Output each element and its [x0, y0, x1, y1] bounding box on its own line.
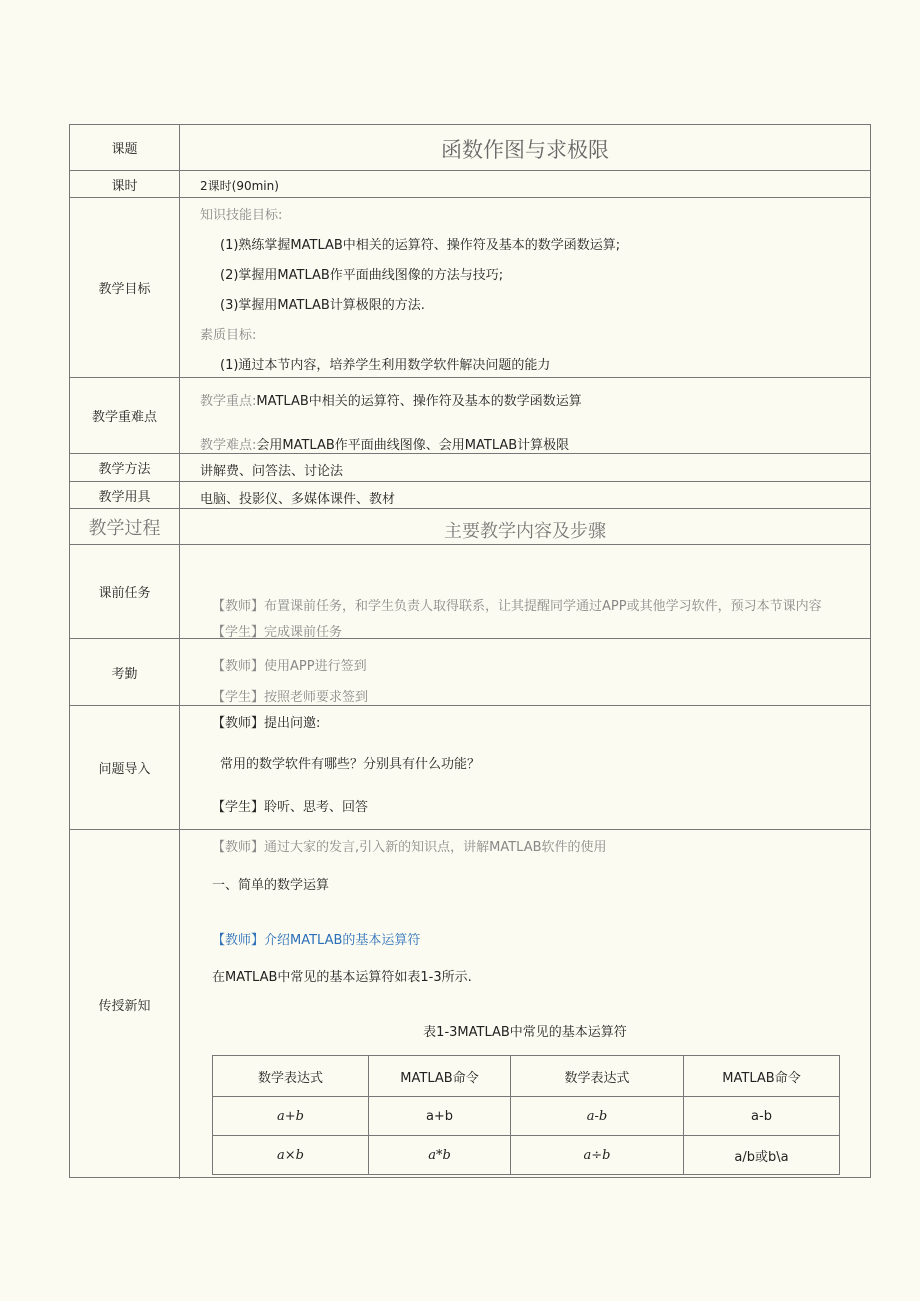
attendance-label: 考勤 — [70, 639, 180, 705]
pretask-teacher: 【教师】布置课前任务，和学生负责人取得联系，让其提醒同学通过APP或其他学习软件，预习本节课内容 — [212, 599, 822, 614]
newknow-row — [70, 830, 870, 1179]
newknow-label: 传授新知 — [70, 830, 180, 1179]
objectives-row — [70, 198, 870, 378]
header-cell: MATLAB命令 — [369, 1056, 511, 1097]
keypoints-row — [70, 378, 870, 454]
newknow-teacher-2: 【教师】介绍MATLAB的基本运算符 — [212, 933, 421, 948]
knowledge-head: 知识技能目标: — [200, 208, 283, 223]
difficult-point — [200, 434, 569, 453]
table-cell: a×b — [213, 1136, 369, 1175]
operator-table — [212, 1055, 840, 1175]
header-cell: 数学表达式 — [213, 1056, 369, 1097]
objectives-label: 教学目标 — [70, 198, 180, 377]
objective-item-1: (1)熟练掌握MATLAB中相关的运算符、操作符及基本的数学函数运算; — [220, 238, 621, 253]
methods-row — [70, 454, 870, 482]
table-cell: a-b — [511, 1097, 684, 1136]
quality-head: 素质目标: — [200, 328, 257, 343]
table-row — [213, 1097, 840, 1136]
attendance-student: 【学生】按照老师要求签到 — [212, 690, 369, 705]
objective-item-3: (3)掌握用MATLAB计算极限的方法. — [220, 298, 425, 313]
intro-teacher: 【教师】提出问邀: — [212, 716, 321, 731]
diff-text: 会用MATLAB作平面曲线图像、会用MATLAB计算极限 — [256, 438, 570, 453]
table-cell: a+b — [369, 1097, 511, 1136]
table-caption: 表1-3MATLAB中常见的基本运算符 — [423, 1025, 627, 1040]
objective-item-2: (2)掌握用MATLAB作平面曲线图像的方法与技巧; — [220, 268, 504, 283]
attendance-row — [70, 639, 870, 706]
tools-label: 教学用具 — [70, 482, 180, 508]
quality-item-1: (1)通过本节内容，培养学生利用数学软件解决问题的能力 — [220, 358, 551, 373]
lesson-plan-table — [69, 124, 871, 1178]
hours-label: 课时 — [70, 171, 180, 197]
table-cell: a-b — [684, 1097, 840, 1136]
table-cell: a*b — [369, 1136, 511, 1175]
hours-value: 2课时(90min) — [200, 179, 279, 193]
newknow-teacher-1: 【教师】通过大家的发言,引入新的知识点，讲解MATLAB软件的使用 — [212, 840, 607, 855]
topic-title: 函数作图与求极限 — [441, 138, 609, 162]
process-label: 教学过程 — [70, 509, 180, 544]
operator-table-header — [213, 1056, 840, 1097]
intro-row — [70, 706, 870, 830]
table-row — [213, 1136, 840, 1175]
section-heading-1: 一、简单的数学运算 — [212, 878, 330, 893]
attendance-teacher: 【教师】使用APP进行签到 — [212, 659, 367, 674]
table-cell: a+b — [213, 1097, 369, 1136]
diff-prefix: 教学难点: — [200, 438, 257, 453]
header-cell: MATLAB命令 — [684, 1056, 840, 1097]
process-value: 主要教学内容及步骤 — [444, 521, 606, 542]
pretask-row — [70, 545, 870, 639]
methods-value: 讲解费、问答法、讨论法 — [200, 464, 344, 479]
tools-row — [70, 482, 870, 509]
hours-row — [70, 171, 870, 198]
table-cell: a/b或b\a — [684, 1136, 840, 1175]
newknow-sentence: 在MATLAB中常见的基本运算符如表1-3所示. — [212, 970, 472, 985]
topic-row — [70, 125, 870, 171]
intro-student: 【学生】聆听、思考、回答 — [212, 800, 369, 815]
header-cell: 数学表达式 — [511, 1056, 684, 1097]
key-text: MATLAB中相关的运算符、操作符及基本的数学函数运算 — [256, 394, 582, 409]
methods-label: 教学方法 — [70, 454, 180, 481]
intro-question: 常用的数学软件有哪些？分别具有什么功能？ — [220, 757, 481, 772]
key-prefix: 教学重点: — [200, 394, 257, 409]
topic-label: 课题 — [70, 125, 180, 170]
pretask-student: 【学生】完成课前任务 — [212, 625, 343, 640]
key-point — [200, 390, 582, 409]
keypoints-label: 教学重难点 — [70, 378, 180, 453]
table-cell: a÷b — [511, 1136, 684, 1175]
tools-value: 电脑、投影仪、多媒体课件、教材 — [200, 492, 396, 507]
pretask-label: 课前任务 — [70, 545, 180, 638]
process-row — [70, 509, 870, 545]
intro-label: 问题导入 — [70, 706, 180, 829]
